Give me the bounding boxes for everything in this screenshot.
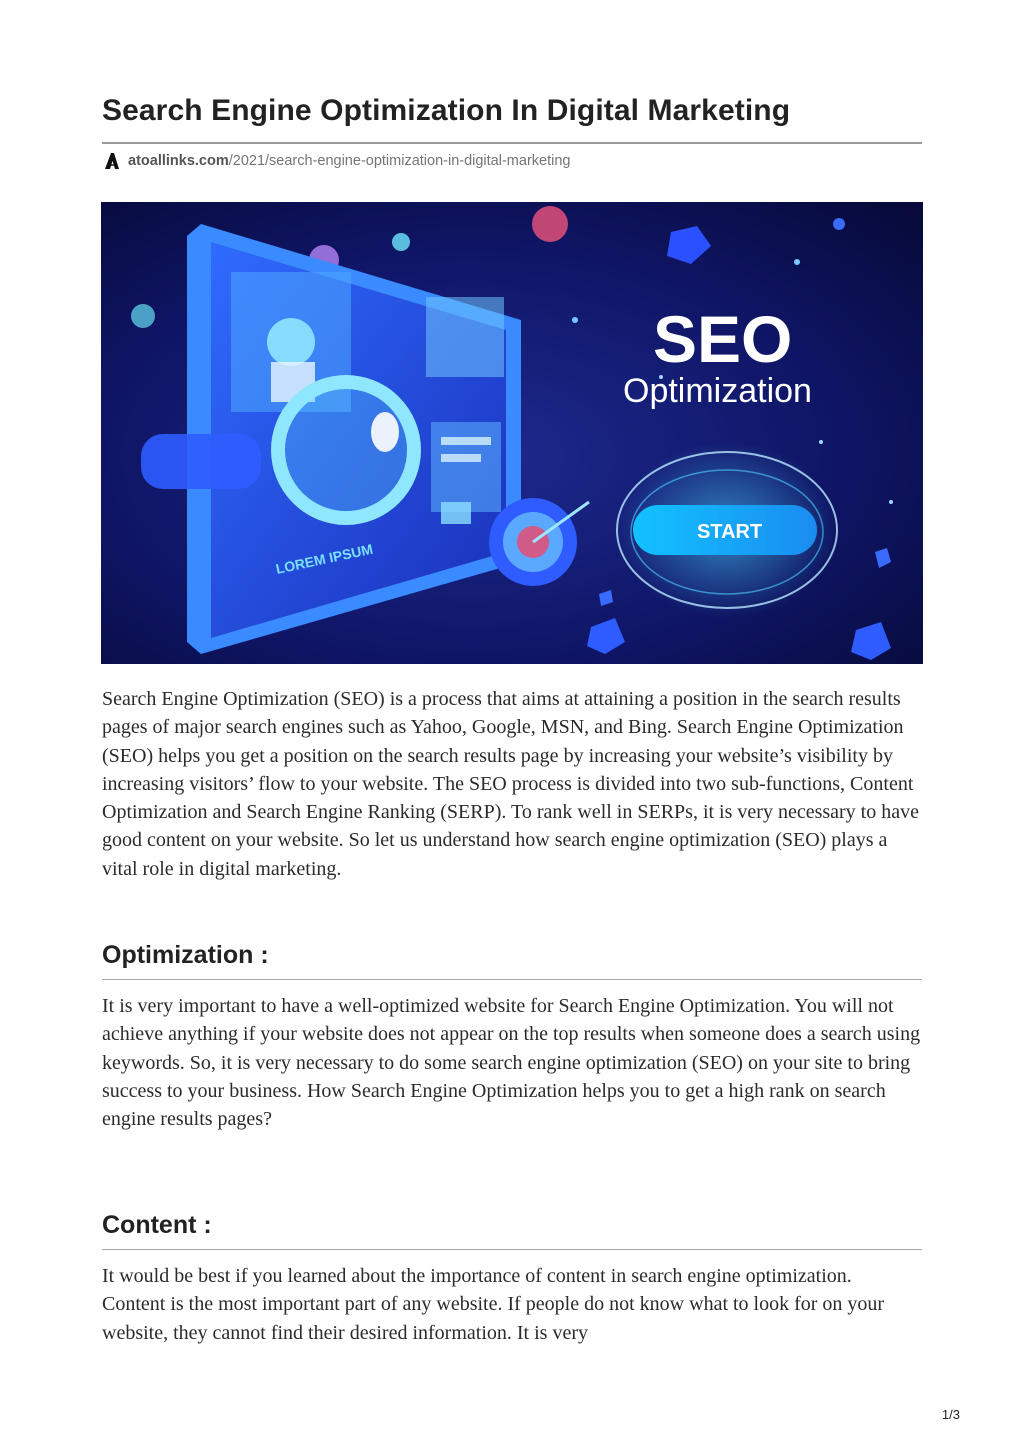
section-divider xyxy=(102,1249,922,1250)
section-text-content: It would be best if you learned about the importance of content in search engine optimization. Content is the most important part of any website. If people do not know what to look for on your website, they cannot find their desired information. It is very xyxy=(102,1265,885,1344)
section-divider xyxy=(102,979,922,980)
hero-image xyxy=(101,202,923,664)
section-text-optimization: It is very important to have a well-optimized website for Search Engine Optimization. You will not achieve anything if your website does not appear on the top results when someone does a search using keywords. So, it is very necessary to do some search engine optimization (SEO) on your site to bring success to your business. How Search Engine Optimization helps you to get a high rank on search engine results pages? xyxy=(102,995,921,1131)
section-heading-content: Content : xyxy=(102,1211,212,1239)
title-divider xyxy=(102,142,922,144)
source-domain: atoallinks.com xyxy=(128,153,229,169)
intro-paragraph: Search Engine Optimization (SEO) is a process that aims at attaining a position in the search results pages of major search engines such as Yahoo, Google, MSN, and Bing. Search Engine Optimization (SEO) helps you get a position on the search results page by increasing your website’s visibility by increasing visitors’ flow to your website. The SEO process is divided into two sub-functions, Content Optimization and Search Engine Ranking (SERP). To rank well in SERPs, it is very necessary to have good content on your website. So let us understand how search engine optimization (SEO) plays a vital role in digital marketing. xyxy=(102,688,919,880)
source-link[interactable] xyxy=(104,152,570,170)
hero-subheading: Optimization xyxy=(623,372,812,410)
hero-button-label: START xyxy=(697,521,763,543)
page-number: 1/3 xyxy=(941,1407,960,1422)
atoallinks-logo-icon xyxy=(104,152,120,170)
section-heading-optimization: Optimization : xyxy=(102,941,269,969)
screen-caption: LOREM IPSUM xyxy=(274,540,375,577)
page-title: Search Engine Optimization In Digital Marketing xyxy=(102,94,791,127)
source-path: /2021/search-engine-optimization-in-digital-marketing xyxy=(228,153,571,169)
hero-heading: SEO xyxy=(653,302,793,376)
seo-illustration xyxy=(101,202,923,664)
